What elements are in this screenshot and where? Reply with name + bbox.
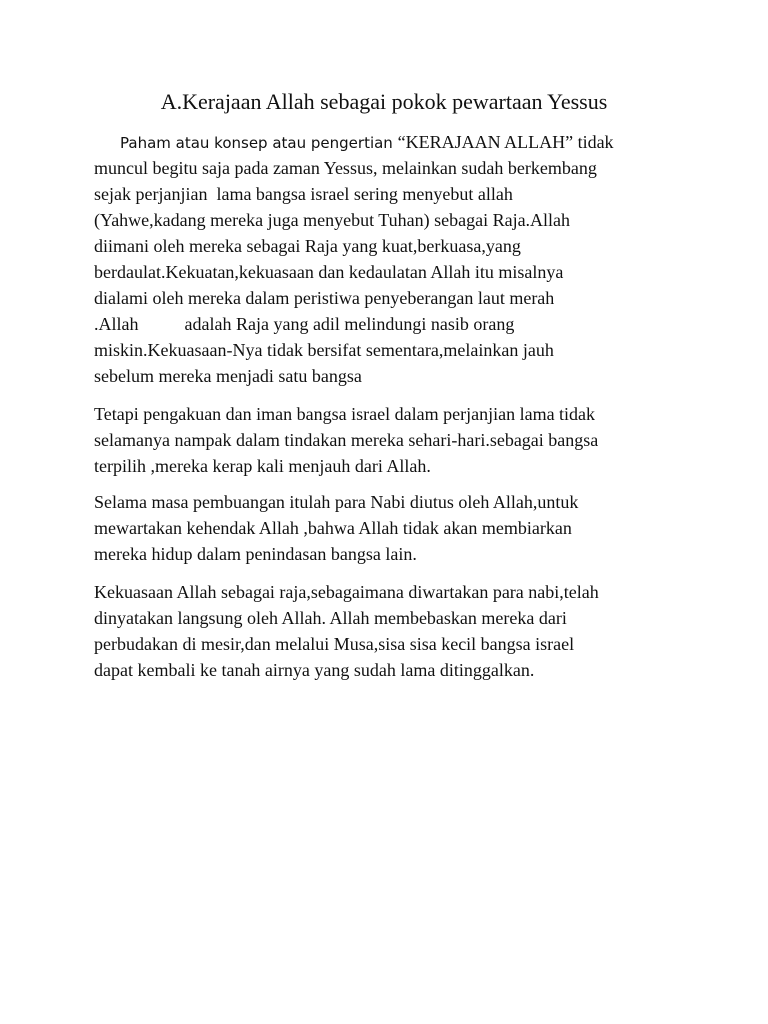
paragraph-1-line-9: miskin.Kekuasaan-Nya tidak bersifat sementara,melainkan jauh: [94, 340, 554, 360]
paragraph-1-line-1-sans: Paham atau konsep atau pengertian: [120, 134, 398, 152]
paragraph-1-line-10: sebelum mereka menjadi satu bangsa: [94, 366, 362, 386]
paragraph-2-line-3: terpilih ,mereka kerap kali menjauh dari Allah.: [94, 456, 431, 476]
paragraph-1-line-5: diimani oleh mereka sebagai Raja yang kuat,berkuasa,yang: [94, 236, 521, 256]
paragraph-3-line-2: mewartakan kehendak Allah ,bahwa Allah tidak akan membiarkan: [94, 518, 572, 538]
paragraph-1-line-3: sejak perjanjian lama bangsa israel sering menyebut allah: [94, 184, 513, 204]
paragraph-1-line-8-end: adalah Raja yang adil melindungi nasib orang: [184, 314, 515, 334]
paragraph-2-line-2: selamanya nampak dalam tindakan mereka sehari-hari.sebagai bangsa: [94, 430, 599, 450]
paragraph-1-line-7: dialami oleh mereka dalam peristiwa penyeberangan laut merah: [94, 288, 555, 308]
paragraph-1-line-1: [120, 130, 614, 155]
paragraph-1-line-8-start: .Allah: [94, 314, 139, 334]
paragraph-4-line-4: dapat kembali ke tanah airnya yang sudah lama ditinggalkan.: [94, 660, 535, 680]
paragraph-2-line-1: Tetapi pengakuan dan iman bangsa israel dalam perjanjian lama tidak: [94, 404, 596, 424]
paragraph-1-line-1-serif: “KERAJAAN ALLAH” tidak: [397, 132, 614, 152]
paragraph-3-line-1: Selama masa pembuangan itulah para Nabi diutus oleh Allah,untuk: [94, 492, 579, 512]
paragraph-1-line-2: muncul begitu saja pada zaman Yessus, melainkan sudah berkembang: [94, 158, 597, 178]
paragraph-4-line-2: dinyatakan langsung oleh Allah. Allah membebaskan mereka dari: [94, 608, 567, 628]
paragraph-1-line-4: (Yahwe,kadang mereka juga menyebut Tuhan) sebagai Raja.Allah: [94, 210, 571, 230]
paragraph-3-line-3: mereka hidup dalam penindasan bangsa lain.: [94, 544, 417, 564]
document-title: A.Kerajaan Allah sebagai pokok pewartaan Yessus: [160, 89, 608, 114]
paragraph-1-line-8: [94, 312, 514, 336]
paragraph-1-line-6: berdaulat.Kekuatan,kekuasaan dan kedaulatan Allah itu misalnya: [94, 262, 564, 282]
paragraph-4-line-3: perbudakan di mesir,dan melalui Musa,sisa sisa kecil bangsa israel: [94, 634, 575, 654]
paragraph-4-line-1: Kekuasaan Allah sebagai raja,sebagaimana diwartakan para nabi,telah: [94, 582, 599, 602]
